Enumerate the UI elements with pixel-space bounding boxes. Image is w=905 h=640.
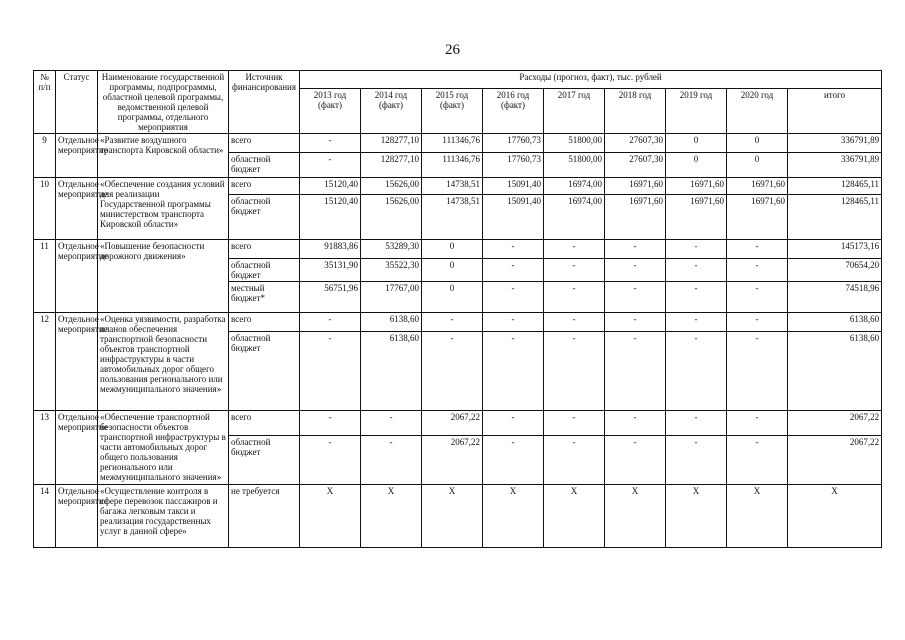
header-year-2020: 2020 год [727,89,788,134]
cell-total: 336791,89 [788,153,882,178]
cell-value: X [666,485,727,548]
cell-value: 0 [727,134,788,153]
row-name: «Оценка уязвимости, разработка планов обеспечения транспортной безопасности объектов транспортной инфраструктуры в части автомобильных дорог общего пользования регионального или межмуниципального значения» [98,313,229,411]
cell-value: - [605,240,666,259]
header-year-2017: 2017 год [544,89,605,134]
cell-value: X [422,485,483,548]
cell-value: 27607,30 [605,153,666,178]
row-num: 11 [34,240,56,313]
cell-value: - [483,240,544,259]
cell-value: 6138,60 [361,313,422,332]
row-status: Отдельное мероприятие [56,240,98,313]
header-year-2019: 2019 год [666,89,727,134]
cell-value: 128277,10 [361,134,422,153]
row-name: «Обеспечение транспортной безопасности объектов транспортной инфраструктуры в части автомобильных дорог общего пользования регионального или межмуниципального значения» [98,411,229,485]
header-total: итого [788,89,882,134]
cell-value: 128277,10 [361,153,422,178]
cell-value: 16971,60 [666,178,727,195]
cell-total: 128465,11 [788,195,882,240]
table-row [34,240,882,259]
cell-value: 27607,30 [605,134,666,153]
cell-value: 15120,40 [300,195,361,240]
row-status: Отдельное мероприятие [56,485,98,548]
row-source: всего [229,178,300,195]
header-name: Наименование государственной программы, подпрограммы, областной целевой программы, ведомственной целевой программы, отдельного мероприятия [98,71,229,134]
cell-value: - [483,436,544,485]
cell-value: X [361,485,422,548]
cell-value: - [666,240,727,259]
cell-value: - [544,259,605,282]
cell-value: 0 [666,134,727,153]
header-year-2013: 2013 год (факт) [300,89,361,134]
cell-value: - [361,436,422,485]
cell-value: - [727,240,788,259]
cell-value: 51800,00 [544,153,605,178]
row-source: областной бюджет [229,153,300,178]
cell-total: 74518,96 [788,282,882,313]
row-source: всего [229,134,300,153]
row-source: всего [229,240,300,259]
header-year-2014: 2014 год (факт) [361,89,422,134]
row-source: областной бюджет [229,436,300,485]
cell-value: 16971,60 [727,178,788,195]
cell-value: 14738,51 [422,195,483,240]
cell-value: 6138,60 [361,332,422,411]
cell-value: - [483,259,544,282]
cell-value: - [422,313,483,332]
cell-value: X [544,485,605,548]
cell-value: - [666,313,727,332]
header-expenses: Расходы (прогноз, факт), тыс. рублей [300,71,882,89]
table-row [34,313,882,332]
cell-value: - [300,332,361,411]
cell-value: - [666,411,727,436]
cell-value: - [666,332,727,411]
row-status: Отдельное мероприятие [56,313,98,411]
cell-total: X [788,485,882,548]
header-year-2016: 2016 год (факт) [483,89,544,134]
header-source: Источник финансирования [229,71,300,134]
cell-value: - [727,411,788,436]
cell-value: - [666,259,727,282]
cell-total: 6138,60 [788,313,882,332]
cell-value: 0 [666,153,727,178]
cell-value: 0 [422,282,483,313]
page-number: 26 [445,42,460,58]
row-name: «Повышение безопасности дорожного движения» [98,240,229,313]
cell-value: 0 [422,259,483,282]
cell-value: - [483,313,544,332]
cell-total: 336791,89 [788,134,882,153]
cell-value: 16971,60 [666,195,727,240]
cell-value: 0 [422,240,483,259]
cell-value: - [544,313,605,332]
row-status: Отдельное мероприятие [56,411,98,485]
header-year-2015: 2015 год (факт) [422,89,483,134]
cell-value: X [605,485,666,548]
cell-value: X [727,485,788,548]
row-num: 14 [34,485,56,548]
cell-value: 2067,22 [422,411,483,436]
row-num: 10 [34,178,56,240]
cell-value: 15626,00 [361,178,422,195]
cell-total: 145173,16 [788,240,882,259]
header-row-top [34,71,882,89]
row-source: областной бюджет [229,332,300,411]
row-name: «Развитие воздушного транспорта Кировской области» [98,134,229,178]
row-source: не требуется [229,485,300,548]
cell-value: 16971,60 [605,195,666,240]
cell-value: - [300,313,361,332]
cell-total: 70654,20 [788,259,882,282]
row-status: Отдельное мероприятие [56,178,98,240]
cell-total: 2067,22 [788,411,882,436]
table-row [34,411,882,436]
cell-value: 51800,00 [544,134,605,153]
cell-value: - [727,436,788,485]
cell-value: 17767,00 [361,282,422,313]
header-year-2018: 2018 год [605,89,666,134]
cell-value: 16971,60 [727,195,788,240]
header-num: № п/п [34,71,56,134]
cell-value: - [483,282,544,313]
cell-value: - [544,240,605,259]
cell-value: - [666,282,727,313]
cell-value: 16974,00 [544,195,605,240]
row-name: «Обеспечение создания условий для реализации Государственной программы министерством транспорта Кировской области» [98,178,229,240]
row-num: 9 [34,134,56,178]
cell-value: 16974,00 [544,178,605,195]
table-row [34,178,882,195]
row-source: областной бюджет [229,259,300,282]
row-source: областной бюджет [229,195,300,240]
cell-value: X [483,485,544,548]
table-row [34,485,882,548]
cell-value: - [300,153,361,178]
cell-value: - [605,436,666,485]
row-name: «Осуществление контроля в сфере перевозок пассажиров и багажа легковым такси и реализация государственных услуг в данной сфере» [98,485,229,548]
cell-value: X [300,485,361,548]
cell-value: - [727,332,788,411]
cell-value: - [605,313,666,332]
cell-value: 111346,76 [422,134,483,153]
cell-value: 91883,86 [300,240,361,259]
table-row [34,134,882,153]
cell-value: 15120,40 [300,178,361,195]
cell-value: - [727,282,788,313]
cell-value: - [422,332,483,411]
cell-value: 111346,76 [422,153,483,178]
cell-value: - [483,411,544,436]
expenses-table [33,70,882,548]
cell-value: - [483,332,544,411]
cell-value: - [544,436,605,485]
cell-value: 15626,00 [361,195,422,240]
cell-total: 2067,22 [788,436,882,485]
cell-value: 16971,60 [605,178,666,195]
cell-value: 15091,40 [483,178,544,195]
cell-value: 35131,90 [300,259,361,282]
cell-value: 2067,22 [422,436,483,485]
row-source: всего [229,411,300,436]
cell-value: - [605,259,666,282]
cell-value: 53289,30 [361,240,422,259]
cell-total: 6138,60 [788,332,882,411]
cell-value: - [605,332,666,411]
cell-value: - [727,259,788,282]
cell-value: 0 [727,153,788,178]
cell-value: - [544,411,605,436]
row-source: всего [229,313,300,332]
row-num: 13 [34,411,56,485]
cell-value: - [300,134,361,153]
cell-value: - [300,411,361,436]
cell-value: - [727,313,788,332]
cell-total: 128465,11 [788,178,882,195]
cell-value: - [666,436,727,485]
cell-value: - [605,411,666,436]
cell-value: - [544,332,605,411]
cell-value: 17760,73 [483,134,544,153]
cell-value: 35522,30 [361,259,422,282]
cell-value: 15091,40 [483,195,544,240]
cell-value: 17760,73 [483,153,544,178]
header-status: Статус [56,71,98,134]
row-status: Отдельное мероприятие [56,134,98,178]
cell-value: 14738,51 [422,178,483,195]
row-source: местный бюджет* [229,282,300,313]
row-num: 12 [34,313,56,411]
cell-value: 56751,96 [300,282,361,313]
cell-value: - [605,282,666,313]
cell-value: - [300,436,361,485]
cell-value: - [544,282,605,313]
cell-value: - [361,411,422,436]
